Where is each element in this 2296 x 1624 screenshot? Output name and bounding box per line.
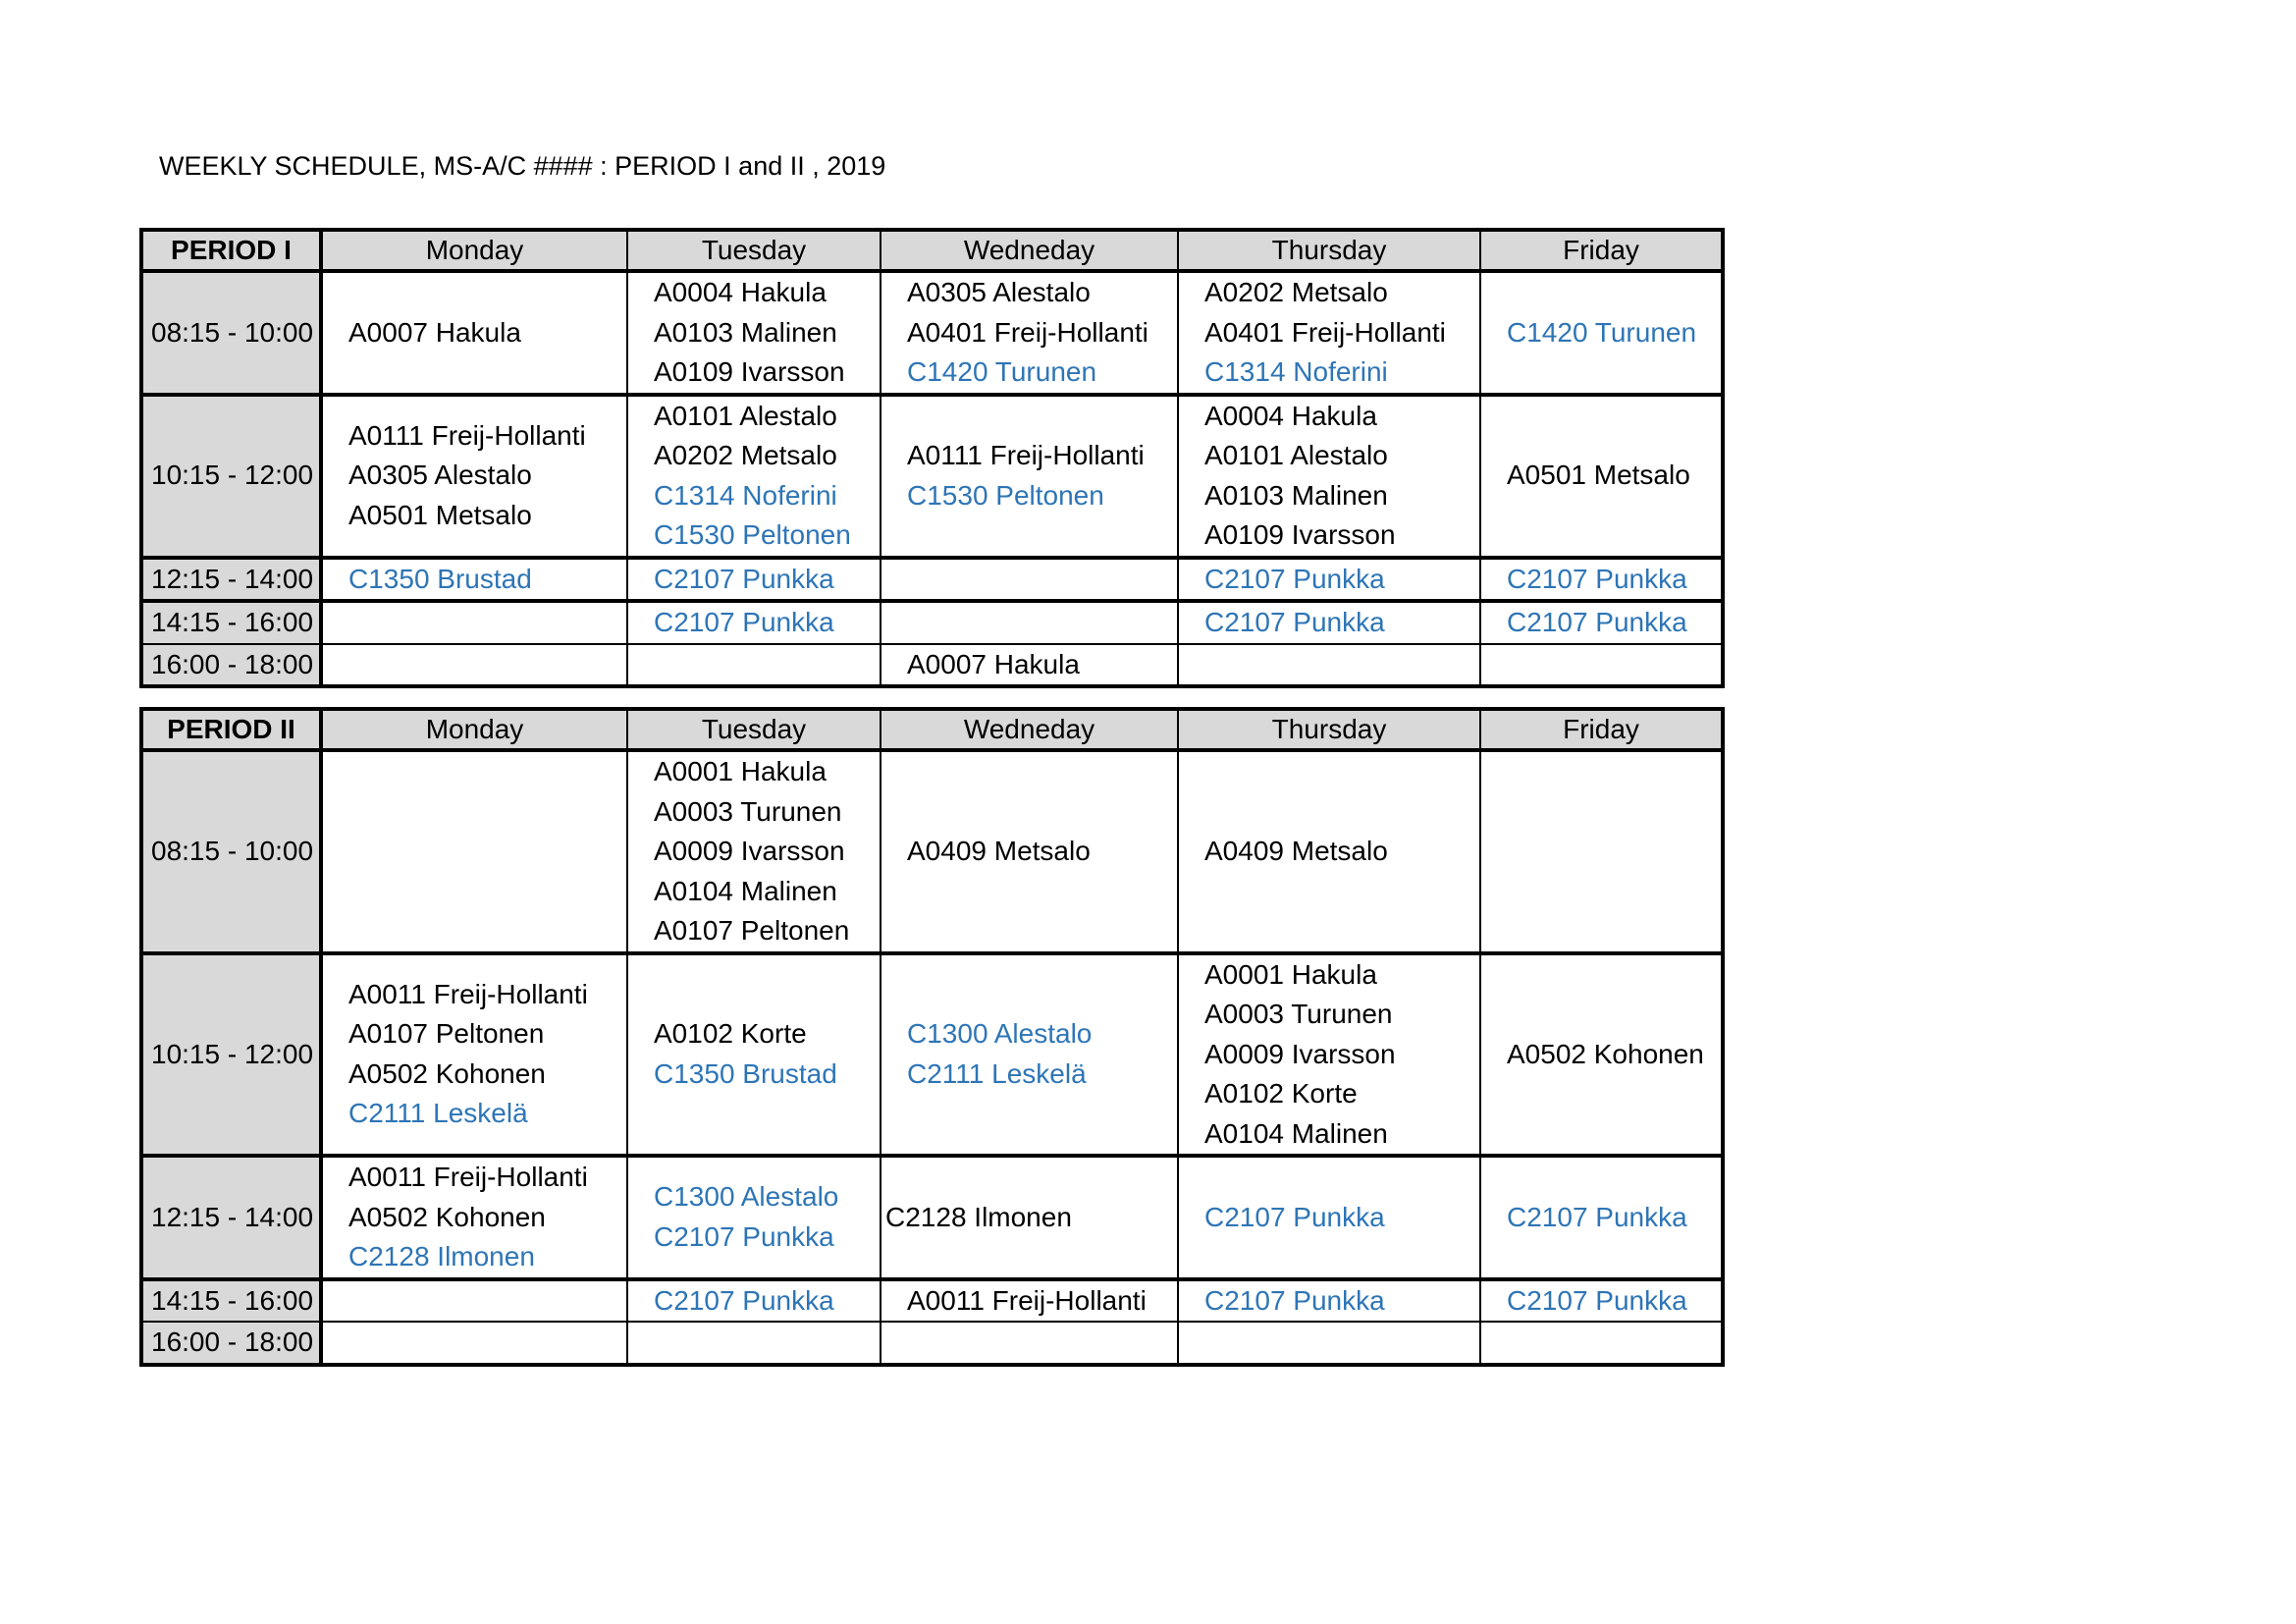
course-list xyxy=(1481,313,1721,353)
course-entry: A0001 Hakula xyxy=(654,756,827,786)
course-list xyxy=(1481,603,1721,643)
time-slot-row xyxy=(141,1279,1723,1323)
course-entry: A0502 Kohonen xyxy=(1507,1038,1704,1069)
course-entry: A0401 Freij-Hollanti xyxy=(907,316,1148,348)
course-entry: C2107 Punkka xyxy=(654,1284,834,1316)
course-list xyxy=(323,560,626,600)
time-slot-label: 14:15 - 16:00 xyxy=(141,601,321,644)
course-entry: A0004 Hakula xyxy=(1204,400,1377,431)
course-list xyxy=(1179,832,1479,872)
time-slot-label: 12:15 - 14:00 xyxy=(141,1156,321,1279)
time-slot-row xyxy=(141,395,1723,558)
schedule-cell-tuesday xyxy=(627,644,881,687)
time-slot-label: 16:00 - 18:00 xyxy=(141,1322,321,1365)
day-header-friday: Friday xyxy=(1480,709,1723,750)
day-header-thursday: Thursday xyxy=(1178,709,1480,750)
schedule-cell-tuesday xyxy=(627,750,881,953)
course-entry: C2107 Punkka xyxy=(1507,607,1687,637)
schedule-cell-tuesday xyxy=(627,271,881,395)
course-list xyxy=(881,1014,1177,1094)
course-entry: C2107 Punkka xyxy=(654,563,834,594)
course-list xyxy=(323,313,626,353)
schedule-cell-thursday xyxy=(1178,750,1480,953)
period-label: PERIOD I xyxy=(141,230,321,271)
course-entry: C1350 Brustad xyxy=(348,563,532,594)
course-entry: C1530 Peltonen xyxy=(907,479,1104,511)
course-entry: C1300 Alestalo xyxy=(907,1018,1093,1050)
course-entry: C1314 Noferini xyxy=(1204,356,1388,387)
schedule-cell-wedneday xyxy=(881,601,1178,644)
schedule-cell-monday xyxy=(321,1322,627,1365)
course-entry: A0202 Metsalo xyxy=(1204,277,1388,307)
course-list xyxy=(628,273,880,393)
day-header-tuesday: Tuesday xyxy=(627,230,881,271)
course-entry: A0107 Peltonen xyxy=(348,1018,545,1050)
course-entry: A0102 Korte xyxy=(1204,1078,1358,1109)
header-row xyxy=(141,709,1723,750)
course-entry: A0202 Metsalo xyxy=(654,440,837,470)
schedule-cell-monday xyxy=(321,644,627,687)
time-slot-label: 08:15 - 10:00 xyxy=(141,271,321,395)
course-list xyxy=(628,752,880,951)
course-entry: C2107 Punkka xyxy=(654,607,834,637)
day-header-wedneday: Wedneday xyxy=(881,230,1178,271)
course-list xyxy=(1481,1198,1721,1238)
time-slot-label: 14:15 - 16:00 xyxy=(141,1279,321,1323)
course-entry: C2128 Ilmonen xyxy=(885,1201,1072,1232)
schedule-cell-wedneday xyxy=(881,953,1178,1157)
schedule-cell-wedneday xyxy=(881,1156,1178,1279)
course-list xyxy=(323,975,626,1134)
schedule-cell-friday xyxy=(1480,1279,1723,1323)
course-entry: A0109 Ivarsson xyxy=(654,356,845,387)
course-list xyxy=(1179,603,1479,643)
schedule-cell-monday xyxy=(321,1156,627,1279)
course-entry: A0409 Metsalo xyxy=(907,836,1091,866)
schedule-cell-tuesday xyxy=(627,1279,881,1323)
course-list xyxy=(323,416,626,536)
day-header-monday: Monday xyxy=(321,230,627,271)
schedule-cell-tuesday xyxy=(627,395,881,558)
time-slot-row xyxy=(141,601,1723,644)
schedule-cell-wedneday xyxy=(881,558,1178,602)
schedule-cell-thursday xyxy=(1178,558,1480,602)
course-entry: A0101 Alestalo xyxy=(1204,440,1388,470)
course-list xyxy=(628,1281,880,1322)
course-entry: A0501 Metsalo xyxy=(1507,460,1690,491)
course-entry: A0011 Freij-Hollanti xyxy=(907,1284,1147,1316)
time-slot-label: 10:15 - 12:00 xyxy=(141,395,321,558)
course-entry: A0001 Hakula xyxy=(1204,958,1377,990)
schedule-cell-friday xyxy=(1480,953,1723,1157)
schedule-cell-wedneday xyxy=(881,750,1178,953)
schedule-cell-friday xyxy=(1480,601,1723,644)
course-list xyxy=(628,560,880,600)
course-list xyxy=(881,436,1177,515)
course-list xyxy=(1481,1035,1721,1075)
time-slot-label: 12:15 - 14:00 xyxy=(141,558,321,602)
period-1-schedule-table xyxy=(139,228,1725,688)
schedule-cell-monday xyxy=(321,271,627,395)
course-list xyxy=(1179,560,1479,600)
time-slot-row xyxy=(141,1156,1723,1279)
document-title: WEEKLY SCHEDULE, MS-A/C #### : PERIOD I and II , 2019 xyxy=(159,151,886,181)
course-entry: C2107 Punkka xyxy=(1204,1201,1385,1232)
course-entry: A0401 Freij-Hollanti xyxy=(1204,316,1446,348)
course-entry: C2107 Punkka xyxy=(1204,563,1385,594)
course-entry: A0409 Metsalo xyxy=(1204,836,1388,866)
time-slot-row xyxy=(141,1322,1723,1365)
time-slot-row xyxy=(141,558,1723,602)
schedule-cell-thursday xyxy=(1178,1279,1480,1323)
course-entry: A0009 Ivarsson xyxy=(1204,1038,1396,1069)
course-entry: A0104 Malinen xyxy=(654,875,837,906)
course-entry: A0003 Turunen xyxy=(1204,999,1393,1029)
course-entry: A0011 Freij-Hollanti xyxy=(348,978,588,1009)
schedule-cell-friday xyxy=(1480,1156,1723,1279)
course-list xyxy=(881,273,1177,393)
schedule-cell-wedneday xyxy=(881,271,1178,395)
course-entry: A0103 Malinen xyxy=(1204,479,1388,511)
course-entry: C1420 Turunen xyxy=(1507,316,1697,348)
course-entry: A0502 Kohonen xyxy=(348,1057,546,1089)
schedule-cell-monday xyxy=(321,1279,627,1323)
course-entry: A0003 Turunen xyxy=(654,795,842,827)
schedule-cell-thursday xyxy=(1178,1322,1480,1365)
time-slot-row xyxy=(141,644,1723,687)
schedule-cell-monday xyxy=(321,953,627,1157)
course-entry: C1530 Peltonen xyxy=(654,519,851,550)
time-slot-row xyxy=(141,750,1723,953)
schedule-cell-friday xyxy=(1480,271,1723,395)
schedule-cell-thursday xyxy=(1178,953,1480,1157)
course-entry: A0007 Hakula xyxy=(348,316,521,348)
course-list xyxy=(881,1281,1177,1322)
course-entry: C1300 Alestalo xyxy=(654,1181,839,1213)
course-list xyxy=(628,1014,880,1094)
time-slot-label: 16:00 - 18:00 xyxy=(141,644,321,687)
course-list xyxy=(1179,1281,1479,1322)
course-entry: A0305 Alestalo xyxy=(907,277,1091,307)
course-list xyxy=(881,832,1177,872)
course-entry: C2111 Leskelä xyxy=(348,1098,528,1129)
schedule-cell-wedneday xyxy=(881,1279,1178,1323)
schedule-cell-friday xyxy=(1480,395,1723,558)
schedule-cell-wedneday xyxy=(881,644,1178,687)
course-list xyxy=(628,1177,880,1257)
schedule-cell-friday xyxy=(1480,750,1723,953)
course-entry: C2107 Punkka xyxy=(1204,1284,1385,1316)
course-list xyxy=(1179,955,1479,1155)
course-entry: A0107 Peltonen xyxy=(654,915,850,946)
time-slot-row xyxy=(141,271,1723,395)
course-entry: A0011 Freij-Hollanti xyxy=(348,1162,588,1192)
schedule-cell-monday xyxy=(321,601,627,644)
course-list xyxy=(881,645,1177,685)
course-list xyxy=(1179,397,1479,556)
course-list xyxy=(1481,456,1721,496)
schedule-cell-tuesday xyxy=(627,953,881,1157)
schedule-cell-thursday xyxy=(1178,271,1480,395)
course-entry: C2107 Punkka xyxy=(1507,1201,1687,1232)
course-entry: C2107 Punkka xyxy=(1507,1284,1687,1316)
course-entry: C2107 Punkka xyxy=(1204,607,1385,637)
schedule-cell-monday xyxy=(321,395,627,558)
course-entry: A0111 Freij-Hollanti xyxy=(907,440,1145,470)
course-list xyxy=(1481,560,1721,600)
day-header-thursday: Thursday xyxy=(1178,230,1480,271)
schedule-cell-thursday xyxy=(1178,601,1480,644)
course-entry: A0109 Ivarsson xyxy=(1204,519,1396,550)
schedule-cell-monday xyxy=(321,558,627,602)
day-header-friday: Friday xyxy=(1480,230,1723,271)
course-entry: C1420 Turunen xyxy=(907,356,1097,387)
schedule-cell-wedneday xyxy=(881,1322,1178,1365)
time-slot-row xyxy=(141,953,1723,1157)
course-entry: A0101 Alestalo xyxy=(654,400,837,431)
course-entry: A0502 Kohonen xyxy=(348,1201,546,1232)
course-entry: C2107 Punkka xyxy=(654,1220,834,1252)
period-2-schedule-table xyxy=(139,707,1725,1367)
schedule-cell-wedneday xyxy=(881,395,1178,558)
course-entry: A0103 Malinen xyxy=(654,316,837,348)
course-entry: C2128 Ilmonen xyxy=(348,1241,535,1272)
course-list xyxy=(1481,1281,1721,1322)
time-slot-label: 10:15 - 12:00 xyxy=(141,953,321,1157)
day-header-wedneday: Wedneday xyxy=(881,709,1178,750)
course-entry: C1314 Noferini xyxy=(654,479,837,511)
schedule-cell-tuesday xyxy=(627,601,881,644)
course-entry: A0102 Korte xyxy=(654,1018,807,1050)
course-entry: A0009 Ivarsson xyxy=(654,836,845,866)
course-list xyxy=(323,1158,626,1277)
schedule-cell-friday xyxy=(1480,1322,1723,1365)
course-entry: A0305 Alestalo xyxy=(348,460,532,491)
course-list xyxy=(628,603,880,643)
course-entry: C2107 Punkka xyxy=(1507,563,1687,594)
schedule-cell-friday xyxy=(1480,558,1723,602)
day-header-monday: Monday xyxy=(321,709,627,750)
course-list xyxy=(1179,1198,1479,1238)
course-entry: C1350 Brustad xyxy=(654,1057,837,1089)
schedule-cell-tuesday xyxy=(627,558,881,602)
period-label: PERIOD II xyxy=(141,709,321,750)
schedule-cell-thursday xyxy=(1178,1156,1480,1279)
day-header-tuesday: Tuesday xyxy=(627,709,881,750)
schedule-cell-tuesday xyxy=(627,1156,881,1279)
course-entry: A0004 Hakula xyxy=(654,277,827,307)
course-entry: A0007 Hakula xyxy=(907,648,1080,679)
course-entry: A0104 Malinen xyxy=(1204,1117,1388,1149)
schedule-cell-tuesday xyxy=(627,1322,881,1365)
header-row xyxy=(141,230,1723,271)
course-entry: A0111 Freij-Hollanti xyxy=(348,419,586,451)
course-entry: A0501 Metsalo xyxy=(348,499,532,530)
course-list xyxy=(1179,273,1479,393)
schedule-cell-thursday xyxy=(1178,644,1480,687)
schedule-cell-monday xyxy=(321,750,627,953)
schedule-cell-friday xyxy=(1480,644,1723,687)
course-list xyxy=(881,1198,1177,1238)
schedule-cell-thursday xyxy=(1178,395,1480,558)
course-entry: C2111 Leskelä xyxy=(907,1057,1087,1089)
course-list xyxy=(628,397,880,556)
time-slot-label: 08:15 - 10:00 xyxy=(141,750,321,953)
